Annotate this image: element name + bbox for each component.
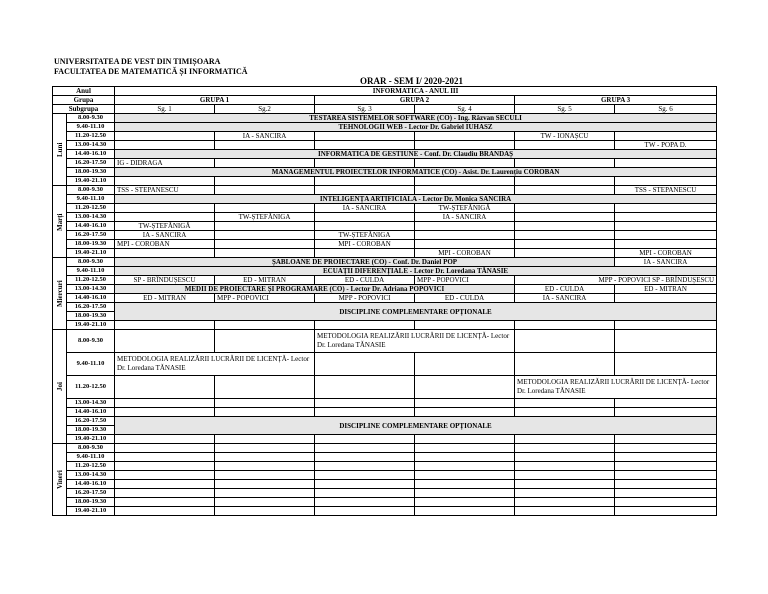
time-slot: 16.20-17.50 <box>67 231 115 240</box>
group-2-header: GRUPA 2 <box>315 96 515 105</box>
time-slot: 8.00-9.30 <box>67 186 115 195</box>
time-slot: 18.00-19.30 <box>67 312 115 321</box>
group-3-header: GRUPA 3 <box>515 96 717 105</box>
row-label-grupa: Grupa <box>53 96 115 105</box>
course-cell: IG - DIDRAGA <box>115 159 215 168</box>
course-cell: TW-ȘTEFĂNIGA <box>315 231 415 240</box>
course-cell: MPI - COROBAN <box>615 249 717 258</box>
time-slot: 8.00-9.30 <box>67 114 115 123</box>
time-slot: 11.20-12.50 <box>67 204 115 213</box>
time-slot: 18.00-19.30 <box>67 498 115 507</box>
course-cell: METODOLOGIA REALIZĂRII LUCRĂRII DE LICENȚĂ- Lector Dr. Loredana TĂNASIE <box>115 353 315 376</box>
course-cell: ECUAȚII DIFERENȚIALE - Lector Dr. Loredana TĂNASIE <box>115 267 717 276</box>
course-cell: IA - SANCIRA <box>615 258 717 267</box>
course-cell: SP - BRÎNDUȘESCU <box>115 276 215 285</box>
course-cell: ED - CULDA <box>515 285 615 294</box>
row-label-anul: Anul <box>53 87 115 96</box>
time-slot: 9.40-11.10 <box>67 267 115 276</box>
time-slot: 13.00-14.30 <box>67 141 115 150</box>
time-slot: 9.40-11.10 <box>67 353 115 376</box>
time-slot: 18.00-19.30 <box>67 168 115 177</box>
course-cell: MEDII DE PROIECTARE ȘI PROGRAMARE (CO) - Lector Dr. Adriana POPOVICI <box>115 285 515 294</box>
time-slot: 11.20-12.50 <box>67 462 115 471</box>
time-slot: 11.20-12.50 <box>67 376 115 399</box>
time-slot: 13.00-14.30 <box>67 471 115 480</box>
day-label-marti: Marți <box>53 186 67 258</box>
course-cell: TSS - STEPANESCU <box>615 186 717 195</box>
subgroup-header: Sg.2 <box>215 105 315 114</box>
group-1-header: GRUPA 1 <box>115 96 315 105</box>
time-slot: 11.20-12.50 <box>67 276 115 285</box>
course-cell: MPP - POPOVICI <box>415 276 515 285</box>
time-slot: 16.20-17.50 <box>67 303 115 312</box>
day-label-vineri: Vineri <box>53 444 67 516</box>
time-slot: 19.40-21.10 <box>67 177 115 186</box>
time-slot: 13.00-14.30 <box>67 285 115 294</box>
time-slot: 19.40-21.10 <box>67 507 115 516</box>
course-cell: ED - MITRAN <box>215 276 315 285</box>
subgroup-header: Sg. 1 <box>115 105 215 114</box>
course-cell: METODOLOGIA REALIZĂRII LUCRĂRII DE LICENȚĂ- Lector Dr. Loredana TĂNASIE <box>315 330 515 353</box>
course-cell: MPP - POPOVICI <box>215 294 315 303</box>
course-cell: MPI - COROBAN <box>115 240 215 249</box>
time-slot: 16.20-17.50 <box>67 159 115 168</box>
course-cell: TW-ȘTEFĂNIGA <box>215 213 315 222</box>
course-cell: MPP - POPOVICI SP - BRÎNDUȘESCU <box>515 276 717 285</box>
course-cell: TW-ȘTEFĂNIGĂ <box>115 222 215 231</box>
course-cell: ȘABLOANE DE PROIECTARE (CO) - Conf. Dr. Daniel POP <box>115 258 615 267</box>
day-label-joi: Joi <box>53 330 67 444</box>
time-slot: 14.40-16.10 <box>67 294 115 303</box>
day-label-miercuri: Miercuri <box>53 258 67 330</box>
faculty-name: FACULTATEA DE MATEMATICĂ ȘI INFORMATICĂ <box>54 67 248 76</box>
course-cell: TESTAREA SISTEMELOR SOFTWARE (CO) - Ing. Răzvan SECULI <box>115 114 717 123</box>
year-name: INFORMATICA - ANUL III <box>115 87 717 96</box>
course-cell: MPI - COROBAN <box>315 240 415 249</box>
course-cell: METODOLOGIA REALIZĂRII LUCRĂRII DE LICENȚĂ- Lector Dr. Loredana TĂNASIE <box>515 376 717 399</box>
time-slot: 13.00-14.30 <box>67 399 115 408</box>
course-cell: INTELIGENȚA ARTIFICIALA - Lector Dr. Monica SANCIRA <box>115 195 717 204</box>
subgroup-header: Sg. 3 <box>315 105 415 114</box>
time-slot: 9.40-11.10 <box>67 123 115 132</box>
time-slot: 19.40-21.10 <box>67 249 115 258</box>
course-cell: DISCIPLINE COMPLEMENTARE OPȚIONALE <box>115 303 717 321</box>
course-cell: INFORMATICA DE GESTIUNE - Conf. Dr. Claudiu BRANDAȘ <box>115 150 717 159</box>
time-slot: 14.40-16.10 <box>67 150 115 159</box>
course-cell: ED - CULDA <box>315 276 415 285</box>
course-cell: TSS - STEPANESCU <box>115 186 215 195</box>
course-cell: MANAGEMENTUL PROIECTELOR INFORMATICE (CO) - Asist. Dr. Laurențiu COROBAN <box>115 168 717 177</box>
time-slot: 8.00-9.30 <box>67 330 115 353</box>
day-label-luni: Luni <box>53 114 67 186</box>
time-slot: 14.40-16.10 <box>67 222 115 231</box>
course-cell: IA - SANCIRA <box>515 294 615 303</box>
course-cell: MPP - POPOVICI <box>315 294 415 303</box>
course-cell: TW - IONAȘCU <box>515 132 615 141</box>
time-slot: 13.00-14.30 <box>67 213 115 222</box>
course-cell: TEHNOLOGII WEB - Lector Dr. Gabriel IUHASZ <box>115 123 717 132</box>
course-cell: ED - MITRAN <box>615 285 717 294</box>
schedule-table <box>52 86 717 516</box>
course-cell: DISCIPLINE COMPLEMENTARE OPȚIONALE <box>115 417 717 435</box>
course-cell: TW - POPA D. <box>615 141 717 150</box>
time-slot: 9.40-11.10 <box>67 453 115 462</box>
course-cell: IA - SANCIRA <box>115 231 215 240</box>
time-slot: 19.40-21.10 <box>67 435 115 444</box>
time-slot: 18.00-19.30 <box>67 240 115 249</box>
time-slot: 8.00-9.30 <box>67 444 115 453</box>
time-slot: 14.40-16.10 <box>67 408 115 417</box>
subgroup-header: Sg. 5 <box>515 105 615 114</box>
time-slot: 8.00-9.30 <box>67 258 115 267</box>
time-slot: 16.20-17.50 <box>67 417 115 426</box>
course-cell: IA - SANCIRA <box>415 213 515 222</box>
subgroup-header: Sg. 4 <box>415 105 515 114</box>
course-cell: IA - SANCIRA <box>215 132 315 141</box>
time-slot: 18.00-19.30 <box>67 426 115 435</box>
time-slot: 14.40-16.10 <box>67 480 115 489</box>
time-slot: 19.40-21.10 <box>67 321 115 330</box>
time-slot: 11.20-12.50 <box>67 132 115 141</box>
course-cell: MPI - COROBAN <box>415 249 515 258</box>
course-cell: ED - CULDA <box>415 294 515 303</box>
university-name: UNIVERSITATEA DE VEST DIN TIMIȘOARA <box>54 57 221 66</box>
course-cell: IA - SANCIRA <box>315 204 415 213</box>
course-cell: TW-ȘTEFĂNIGĂ <box>415 204 515 213</box>
course-cell: ED - MITRAN <box>115 294 215 303</box>
time-slot: 16.20-17.50 <box>67 489 115 498</box>
row-label-subgrupa: Subgrupa <box>53 105 115 114</box>
schedule-title: ORAR - SEM I/ 2020-2021 <box>360 76 463 86</box>
time-slot: 9.40-11.10 <box>67 195 115 204</box>
subgroup-header: Sg. 6 <box>615 105 717 114</box>
